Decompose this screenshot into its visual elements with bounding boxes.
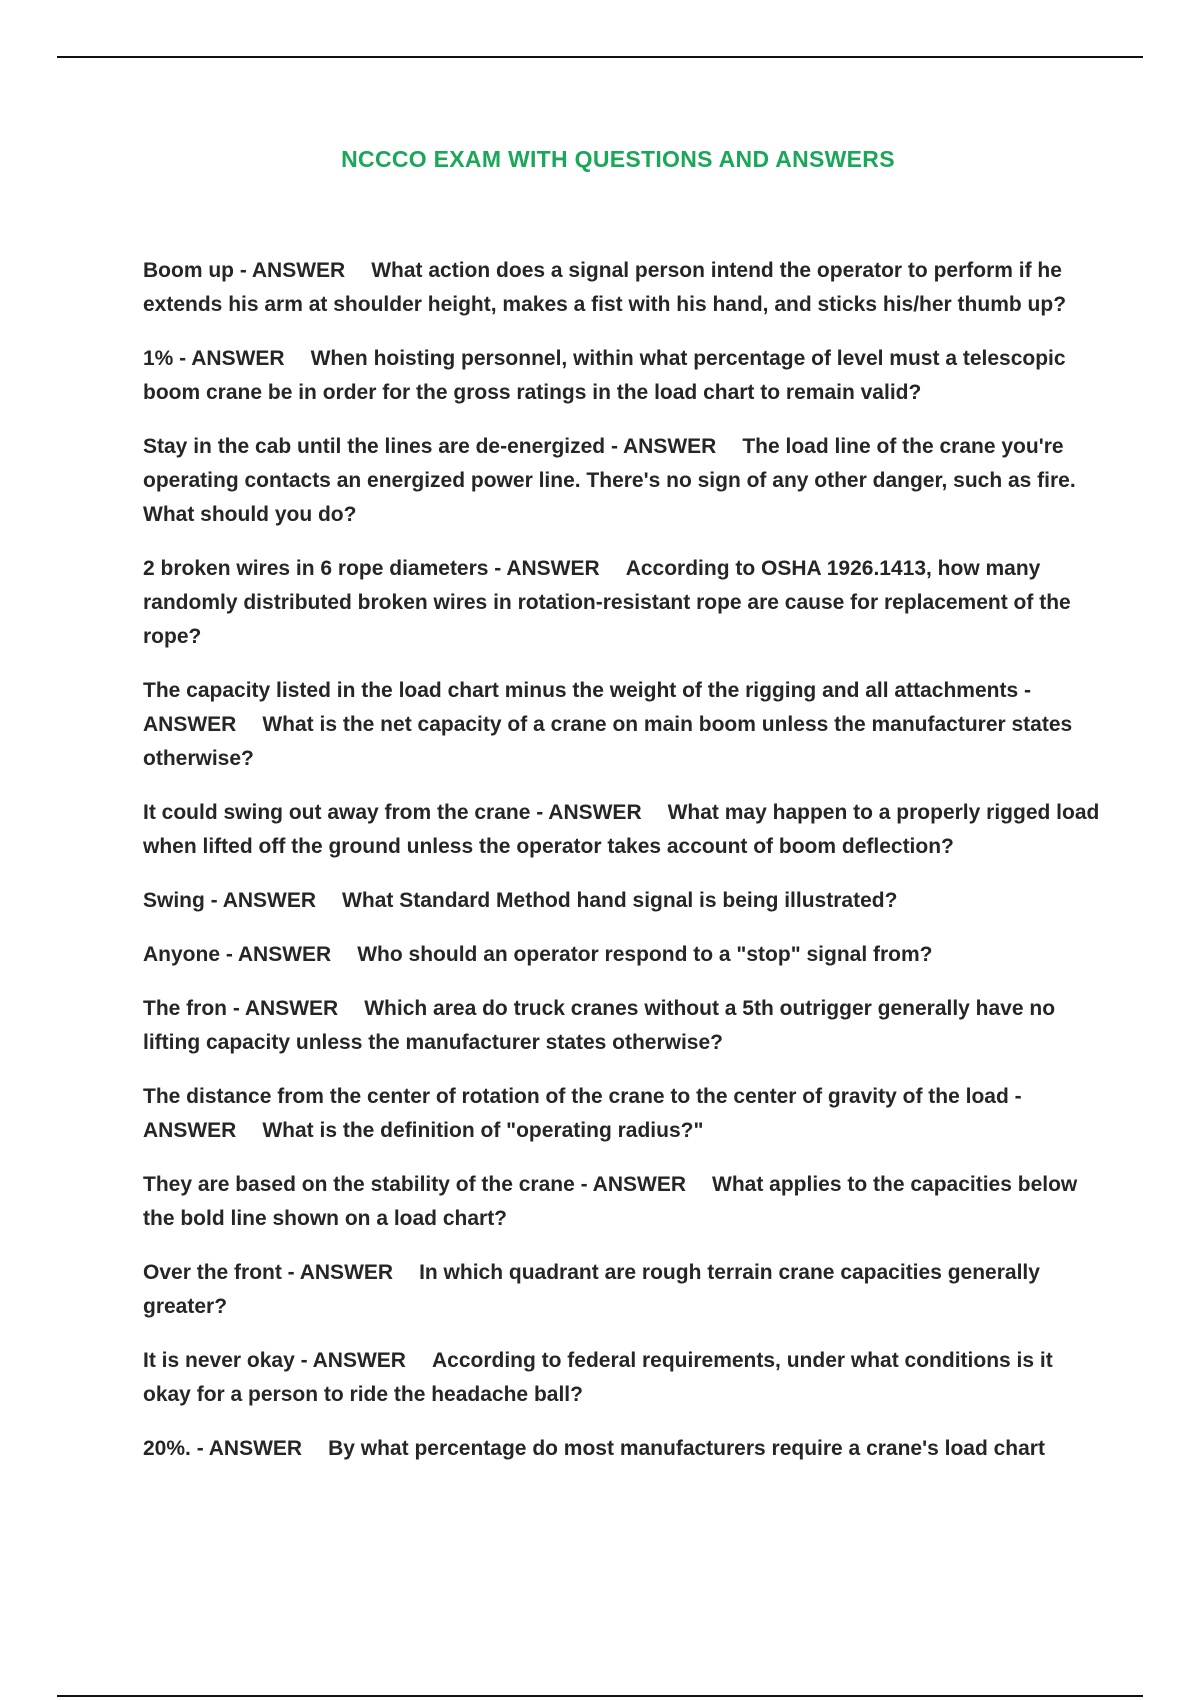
qa-question: What is the net capacity of a crane on main boom unless the manufacturer states otherwise? bbox=[143, 713, 1073, 770]
qa-item bbox=[143, 674, 1103, 776]
qa-answer: 2 broken wires in 6 rope diameters - ANSWER bbox=[143, 557, 600, 580]
qa-item bbox=[143, 1344, 1103, 1412]
qa-answer: They are based on the stability of the crane - ANSWER bbox=[143, 1173, 686, 1196]
qa-list bbox=[143, 254, 1103, 1486]
qa-question: What Standard Method hand signal is being illustrated? bbox=[342, 889, 898, 912]
qa-question: What is the definition of "operating radius?" bbox=[262, 1119, 704, 1142]
qa-answer: It could swing out away from the crane - ANSWER bbox=[143, 801, 642, 824]
qa-item bbox=[143, 884, 1103, 918]
qa-item bbox=[143, 552, 1103, 654]
qa-answer: It is never okay - ANSWER bbox=[143, 1349, 406, 1372]
qa-item bbox=[143, 992, 1103, 1060]
qa-item bbox=[143, 1432, 1103, 1466]
qa-answer: 20%. - ANSWER bbox=[143, 1437, 303, 1460]
qa-item bbox=[143, 1080, 1103, 1148]
qa-question: What may happen to a properly rigged load when lifted off the ground unless the operator takes account of boom deflection? bbox=[143, 801, 1100, 858]
qa-item bbox=[143, 1256, 1103, 1324]
qa-question: What applies to the capacities below the bold line shown on a load chart? bbox=[143, 1173, 1078, 1230]
qa-item bbox=[143, 1168, 1103, 1236]
qa-answer: Boom up - ANSWER bbox=[143, 259, 346, 282]
qa-item bbox=[143, 796, 1103, 864]
qa-answer: 1% - ANSWER bbox=[143, 347, 285, 370]
qa-question: Who should an operator respond to a "stop" signal from? bbox=[357, 943, 933, 966]
qa-question: By what percentage do most manufacturers require a crane's load chart bbox=[328, 1437, 1045, 1460]
qa-answer: The distance from the center of rotation of the crane to the center of gravity of the load - ANSWER bbox=[143, 1085, 1022, 1142]
qa-item bbox=[143, 938, 1103, 972]
qa-item bbox=[143, 254, 1103, 322]
qa-question: According to OSHA 1926.1413, how many randomly distributed broken wires in rotation-resistant rope are cause for replacement of the rope? bbox=[143, 557, 1071, 648]
top-rule bbox=[57, 56, 1143, 58]
qa-item bbox=[143, 342, 1103, 410]
qa-answer: Swing - ANSWER bbox=[143, 889, 317, 912]
qa-question: Which area do truck cranes without a 5th outrigger generally have no lifting capacity unless the manufacturer states otherwise? bbox=[143, 997, 1056, 1054]
qa-answer: Over the front - ANSWER bbox=[143, 1261, 394, 1284]
qa-answer: The fron - ANSWER bbox=[143, 997, 339, 1020]
bottom-rule bbox=[57, 1695, 1143, 1697]
qa-question: What action does a signal person intend the operator to perform if he extends his arm at shoulder height, makes a fist with his hand, and sticks his/her thumb up? bbox=[143, 259, 1067, 316]
qa-answer: Stay in the cab until the lines are de-energized - ANSWER bbox=[143, 435, 717, 458]
qa-question: When hoisting personnel, within what percentage of level must a telescopic boom crane be in order for the gross ratings in the load chart to remain valid? bbox=[143, 347, 1066, 404]
qa-item bbox=[143, 430, 1103, 532]
qa-answer: The capacity listed in the load chart minus the weight of the rigging and all attachments - ANSWER bbox=[143, 679, 1031, 736]
qa-question: According to federal requirements, under what conditions is it okay for a person to ride the headache ball? bbox=[143, 1349, 1053, 1406]
qa-question: The load line of the crane you're operating contacts an energized power line. There's no sign of any other danger, such as fire. What should you do? bbox=[143, 435, 1076, 526]
qa-question: In which quadrant are rough terrain crane capacities generally greater? bbox=[143, 1261, 1040, 1318]
qa-answer: Anyone - ANSWER bbox=[143, 943, 332, 966]
document-title: NCCCO EXAM WITH QUESTIONS AND ANSWERS bbox=[341, 146, 895, 172]
